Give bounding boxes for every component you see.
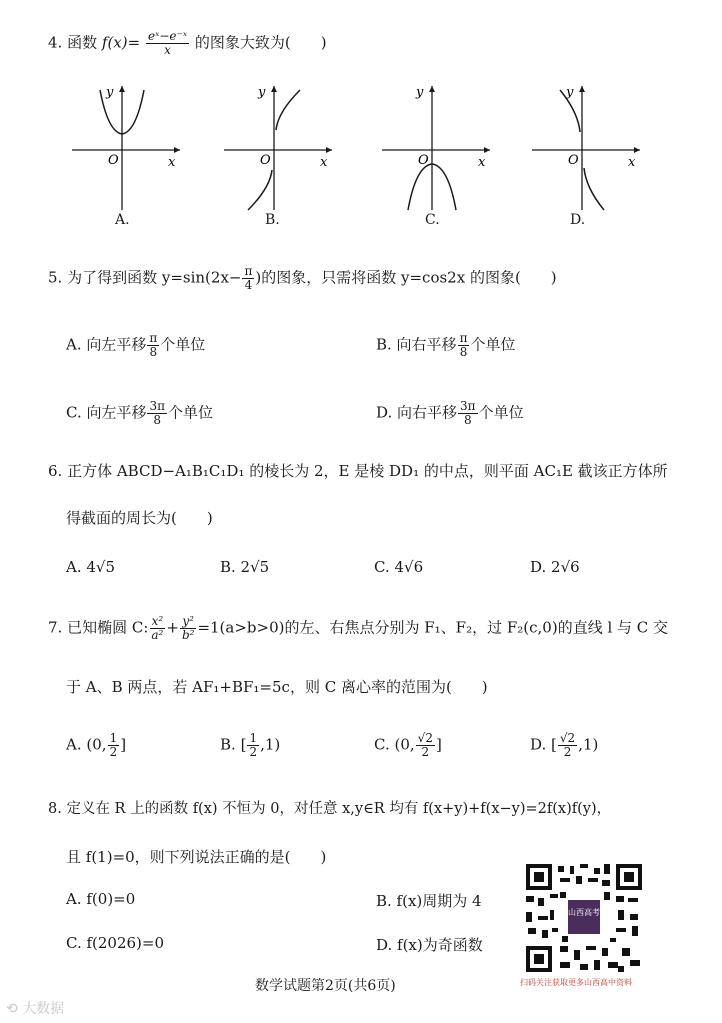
q5-d-post: 个单位 (478, 403, 524, 422)
q7-stem: 7. 已知椭圆 C: $\frac{\text{x²}}{\text{a²}}$ + $\frac{\text{y²}}{\text{b²}}$ =1(a>b>0)的左、右焦点分别为 F₁、F₂，过 F₂(c,0)的直线 l 与 C 交 (48, 614, 669, 642)
q7-d-label: D. (530, 735, 547, 754)
q8-option-d: D. f(x)为奇函数 (376, 936, 483, 954)
q4-option-c: C. (425, 212, 440, 228)
q7-b-num: 1 (249, 731, 258, 745)
q7-d-frac (558, 732, 577, 759)
q7-a-left: (0, (86, 735, 107, 754)
q5-line: 5. 为了得到函数 y=sin(2x− (48, 268, 242, 287)
q6-option-c: C. 4√6 (374, 558, 424, 576)
q5-c-frac (147, 400, 167, 427)
q7-y-frac (180, 615, 197, 642)
q5-d-frac (458, 400, 478, 427)
q5-c-den: 8 (153, 413, 162, 427)
q7-mid: =1(a>b>0)的左、右焦点分别为 F₁、F₂，过 F₂(c,0)的直线 l 与 C 交 (197, 618, 669, 637)
q5-a-num: π (149, 331, 158, 345)
q4-b-y-label: y (258, 85, 266, 100)
q4-graph-d (530, 82, 650, 212)
q4-frac-den: x (164, 43, 171, 57)
q5-c-pre: C. 向左平移 (66, 403, 147, 422)
q4-b-origin: O (260, 153, 271, 168)
q4-stem-suffix: 的图象大致为( ) (194, 33, 327, 52)
q7-x2: x² (151, 614, 164, 628)
q7-c-left: (0, (394, 735, 415, 754)
q7-b-right: ,1) (260, 735, 281, 754)
q7-a-right: ] (120, 735, 127, 754)
q5-c-post: 个单位 (168, 403, 214, 422)
q4-c-y-label: y (416, 85, 424, 100)
q7-c-num: √2 (417, 731, 433, 745)
q7-c-frac (416, 732, 435, 759)
page-footer: 数学试题第2页(共6页) (255, 978, 396, 994)
q4-d-origin: O (568, 153, 579, 168)
q7-b-frac (247, 732, 259, 759)
q7-option-d (530, 732, 598, 759)
q7-a-frac (108, 732, 120, 759)
q7-b-left: [ (240, 735, 247, 754)
q8-option-a: A. f(0)=0 (66, 890, 136, 908)
q4-option-b: B. (265, 212, 280, 228)
q4-graph-c (380, 82, 500, 212)
q4-a-y-label: y (106, 85, 114, 100)
watermark-logo (6, 998, 64, 1018)
q4-frac-num: eˣ−e⁻ˣ (147, 29, 188, 43)
q5-a-den: 8 (149, 345, 158, 359)
q5-four: 4 (244, 278, 253, 292)
q7-a-label: A. (66, 735, 82, 754)
q5-d-den: 8 (463, 413, 472, 427)
q5-b-den: 8 (459, 345, 468, 359)
q4-graph-b (222, 82, 342, 212)
q4-stem (48, 30, 327, 57)
q5-option-a (66, 332, 205, 359)
q5-a-post: 个单位 (160, 335, 206, 354)
q7-b-den: 2 (249, 745, 258, 759)
q6-option-a: A. 4√5 (66, 558, 116, 576)
q4-c-origin: O (418, 153, 429, 168)
q4-a-x-label: x (168, 155, 176, 170)
q4-b-x-label: x (320, 155, 328, 170)
qr-center-label: 山西高考 (568, 908, 600, 917)
q4-c-x-label: x (478, 155, 486, 170)
q7-line-2: 于 A、B 两点，若 AF₁+BF₁=5c，则 C 离心率的范围为( ) (66, 678, 488, 696)
q6-line-2: 得截面的周长为( ) (66, 509, 213, 527)
q5-option-b (376, 332, 515, 359)
q5-option-c (66, 400, 213, 427)
qr-caption: 扫码关注获取更多山西高中资料 (520, 978, 632, 987)
q7-d-right: ,1) (578, 735, 599, 754)
q7-a-den: 2 (109, 745, 118, 759)
q4-a-origin: O (108, 153, 119, 168)
q6-option-d: D. 2√6 (530, 558, 580, 576)
q7-d-left: [ (551, 735, 557, 754)
q5-pi-fraction (242, 265, 254, 292)
q5-d-pre: D. 向右平移 (376, 403, 458, 422)
q8-option-c: C. f(2026)=0 (66, 934, 165, 952)
q5-b-frac (458, 332, 470, 359)
q7-c-den: 2 (421, 745, 430, 759)
q7-a2: a² (151, 628, 164, 642)
q8-line-1: 8. 定义在 R 上的函数 f(x) 不恒为 0，对任意 x,y∈R 均有 f(x+y)+f(x−y)=2f(x)f(y)， (48, 801, 612, 817)
q5-stem (48, 265, 557, 292)
q7-c-right: ] (435, 735, 442, 754)
qr-code (524, 862, 644, 974)
q7-pre: 7. 已知椭圆 C: (48, 618, 149, 637)
q8-option-b: B. f(x)周期为 4 (376, 892, 482, 910)
q5-a-pre: A. 向左平移 (66, 335, 147, 354)
q4-option-a: A. (115, 212, 130, 228)
watermark-icon: ⟲ (6, 1001, 18, 1017)
q7-b2: b² (181, 628, 195, 642)
watermark-text: 大数据 (22, 1001, 65, 1017)
q4-number: 4. (48, 33, 63, 52)
q5-line-end: )的图象，只需将函数 y=cos2x 的图象( ) (255, 268, 557, 287)
q8-line-2: 且 f(1)=0，则下列说法正确的是( ) (66, 848, 327, 866)
q4-fraction (146, 30, 189, 57)
q4-fx: f(x)= (101, 33, 141, 52)
q4-d-y-label: y (566, 85, 574, 100)
q4-option-d: D. (570, 212, 586, 228)
q7-option-a (66, 732, 126, 759)
q5-b-num: π (459, 331, 468, 345)
q4-stem-prefix: 函数 (67, 33, 98, 52)
q5-a-frac (147, 332, 159, 359)
q5-d-num: 3π (460, 399, 476, 413)
q7-option-c (374, 732, 442, 759)
q7-c-label: C. (374, 735, 390, 754)
q5-c-num: 3π (149, 399, 166, 413)
q4-graph-a (70, 82, 190, 212)
q7-b-label: B. (220, 735, 236, 754)
q7-d-num: √2 (559, 731, 576, 745)
q6-option-b: B. 2√5 (220, 558, 270, 576)
q7-a-num: 1 (109, 731, 118, 745)
q4-d-x-label: x (628, 155, 636, 170)
q5-b-post: 个单位 (470, 335, 516, 354)
q7-d-den: 2 (563, 745, 572, 759)
q5-pi: π (244, 264, 253, 278)
q6-line-1: 6. 正方体 ABCD−A₁B₁C₁D₁ 的棱长为 2，E 是棱 DD₁ 的中点，则平面 AC₁E 截该正方体所 (48, 462, 668, 480)
q7-x-frac (149, 615, 165, 642)
q7-y2: y² (182, 614, 194, 628)
q7-option-b (220, 732, 280, 759)
q5-option-d (376, 400, 524, 427)
q5-b-pre: B. 向右平移 (376, 335, 457, 354)
